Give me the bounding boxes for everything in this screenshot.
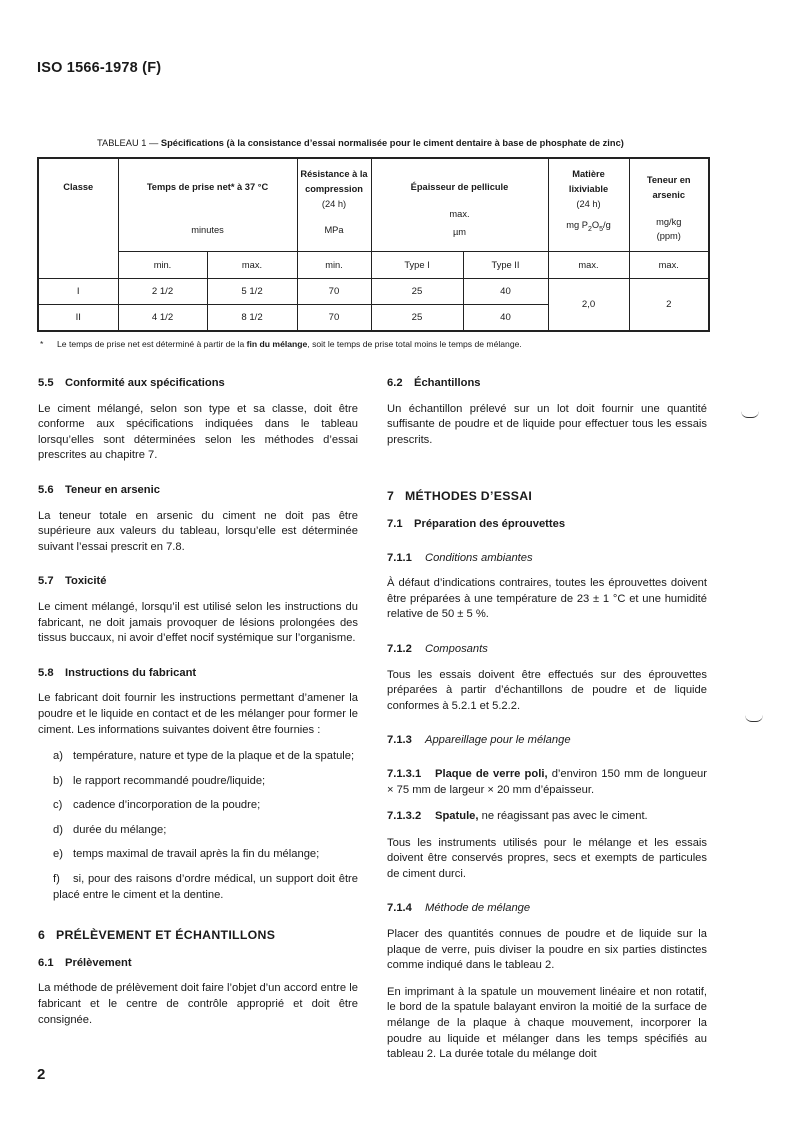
subheader-type-1: Type I xyxy=(371,252,463,279)
subheader-compression-min: min. xyxy=(297,252,371,279)
list-item: d) durée du mélange; xyxy=(53,823,167,836)
cell-temps-max: 5 1/2 xyxy=(207,279,297,305)
margin-mark-icon xyxy=(745,715,763,722)
table-caption-title: Spécifications (à la consistance d’essai normalisée pour le ciment dentaire à base de phosphate de zinc) xyxy=(160,138,624,148)
table-caption-prefix: TABLEAU 1 — xyxy=(97,138,161,148)
unit-mg-p2o5-per-g: mg $P_2O_5/g$ xyxy=(566,220,611,233)
cell-type-1: 25 xyxy=(371,305,463,332)
heading-7: 7 MÉTHODES D’ESSAI xyxy=(387,489,533,504)
cell-temps-min: 2 1/2 xyxy=(118,279,207,305)
header-temps-de-prise: Temps de prise net* à 37 °C minutes xyxy=(118,158,297,252)
left-column xyxy=(38,376,358,1039)
paragraph-instruments: Tous les instruments utilisés pour le mélange et les essais doivent être conservés propres, secs et exempts de particules de ciment durci. xyxy=(387,836,707,880)
heading-6-1: 6.1 Prélèvement xyxy=(38,956,132,969)
cell-temps-max: 8 1/2 xyxy=(207,305,297,332)
paragraph-5-7: Le ciment mélangé, lorsqu’il est utilisé selon les instructions du fabricant, ne doit jamais provoquer de lésions prolongées des tissus buccaux, ni avoir d’effet nocif systémique sur l’organisme. xyxy=(38,600,358,645)
page-number: 2 xyxy=(37,1066,46,1083)
heading-7-1-1: 7.1.1 Conditions ambiantes xyxy=(387,551,533,564)
heading-5-5: 5.5 Conformité aux spécifications xyxy=(38,377,225,389)
paragraph-7-1-4-b: En imprimant à la spatule un mouvement linéaire et non rotatif, le bord de la spatule balayant environ la moitié de la surface de mélange de la plaque à chaque mouvement, incorporer la poudre au liquide et mélanger dans les temps spécifiés au tableau 2. La durée totale du mélange doit xyxy=(387,985,707,1061)
paragraph-7-1-1: À défaut d’indications contraires, toutes les éprouvettes doivent être préparées à une température de 23 ± 1 °C et une humidité relative de 50 ± 5 %. xyxy=(387,577,707,621)
heading-5-7: 5.7 Toxicité xyxy=(38,575,107,588)
list-item: b) le rapport recommandé poudre/liquide; xyxy=(53,774,266,787)
subheader-temps-min: min. xyxy=(118,252,207,279)
heading-7-1-2: 7.1.2 Composants xyxy=(387,642,488,655)
heading-5-8: 5.8 Instructions du fabricant xyxy=(38,666,197,679)
subheader-arsenic-max: max. xyxy=(629,252,709,279)
cell-classe: I xyxy=(38,279,118,305)
subheader-type-2: Type II xyxy=(463,252,548,279)
paragraph-7-1-2: Tous les essais doivent être effectués sur des éprouvettes préparées à partir d’échantillons de poudre et de liquide conformes à 5.2.1 et 5.2.2. xyxy=(387,668,707,712)
header-matiere-lixiviable: Matière lixiviable (24 h) mg $P_2O_5/g$ xyxy=(548,158,629,252)
list-item: f) si, pour des raisons d’ordre médical, un support doit être placé entre le ciment et la dentine. xyxy=(53,873,358,901)
heading-7-1-3: 7.1.3 Appareillage pour le mélange xyxy=(387,734,571,747)
right-column xyxy=(387,376,707,1074)
paragraph-6-1: La méthode de prélèvement doit faire l’objet d’un accord entre le fabricant et le centre de contrôle approprié et doit être consignée. xyxy=(38,982,358,1026)
cell-compression-min: 70 xyxy=(297,279,371,305)
list-item: a) température, nature et type de la plaque et de la spatule; xyxy=(53,750,355,763)
table-header-row xyxy=(38,158,709,252)
heading-7-1-4: 7.1.4 Méthode de mélange xyxy=(387,902,531,915)
paragraph-7-1-4-a: Placer des quantités connues de poudre et de liquide sur la plaque de verre, puis diviser la poudre en six parties distinctes comme indiqué dans le tableau 2. xyxy=(387,928,707,972)
margin-mark-icon xyxy=(741,411,759,418)
cell-type-2: 40 xyxy=(463,305,548,332)
cell-classe: II xyxy=(38,305,118,332)
list-item: e) temps maximal de travail après la fin du mélange; xyxy=(53,848,320,861)
specifications-table xyxy=(37,157,710,332)
cell-compression-min: 70 xyxy=(297,305,371,332)
subheader-temps-max: max. xyxy=(207,252,297,279)
table-caption xyxy=(97,138,624,148)
cell-type-2: 40 xyxy=(463,279,548,305)
cell-temps-min: 4 1/2 xyxy=(118,305,207,332)
paragraph-5-6: La teneur totale en arsenic du ciment ne doit pas être supérieure aux valeurs du tableau, lorsqu’elle est déterminée suivant l’essai prescrit en 7.8. xyxy=(38,509,358,553)
subheader-matiere-max: max. xyxy=(548,252,629,279)
table-row xyxy=(38,279,709,305)
header-classe: Classe xyxy=(38,158,118,279)
paragraph-7-1-3-2: 7.1.3.2 Spatule, ne réagissant pas avec le ciment. xyxy=(387,810,648,823)
heading-7-1: 7.1 Préparation des éprouvettes xyxy=(387,517,566,530)
heading-6-2: 6.2 Échantillons xyxy=(387,377,481,389)
table-footnote: * Le temps de prise net est déterminé à partir de la fin du mélange, soit le temps de prise total moins le temps de mélange. xyxy=(40,339,522,349)
header-epaisseur: Épaisseur de pellicule max. µm xyxy=(371,158,548,252)
paragraph-6-2: Un échantillon prélevé sur un lot doit fournir une quantité suffisante de poudre et de liquide pour effectuer tous les essais prescrits. xyxy=(387,402,707,446)
table-subheader-row xyxy=(38,252,709,279)
cell-arsenic-max: 2 xyxy=(629,279,709,332)
cell-matiere-max: 2,0 xyxy=(548,279,629,332)
cell-type-1: 25 xyxy=(371,279,463,305)
paragraph-5-5: Le ciment mélangé, selon son type et sa classe, doit être conforme aux spécifications indiquées dans le tableau lorsqu’elles sont déterminées selon les méthodes d’essai prescrites au chapitre 7. xyxy=(38,402,358,462)
paragraph-7-1-3-1: 7.1.3.1 Plaque de verre poli, d’environ 150 mm de longueur × 75 mm de largeur × 20 mm d’épaisseur. xyxy=(387,767,707,796)
heading-5-6: 5.6 Teneur en arsenic xyxy=(38,483,160,496)
header-teneur-arsenic: Teneur en arsenic mg/kg (ppm) xyxy=(629,158,709,252)
heading-6: 6 PRÉLÈVEMENT ET ÉCHANTILLONS xyxy=(38,928,276,943)
paragraph-5-8: Le fabricant doit fournir les instructions permettant d’amener la poudre et le liquide en contact et de les mélanger pour former le ciment. Les informations suivantes doivent être fournies : xyxy=(38,692,358,736)
list-item: c) cadence d’incorporation de la poudre; xyxy=(53,799,261,812)
document-id: ISO 1566-1978 (F) xyxy=(37,60,162,76)
header-resistance: Résistance à la compression (24 h) MPa xyxy=(297,158,371,252)
